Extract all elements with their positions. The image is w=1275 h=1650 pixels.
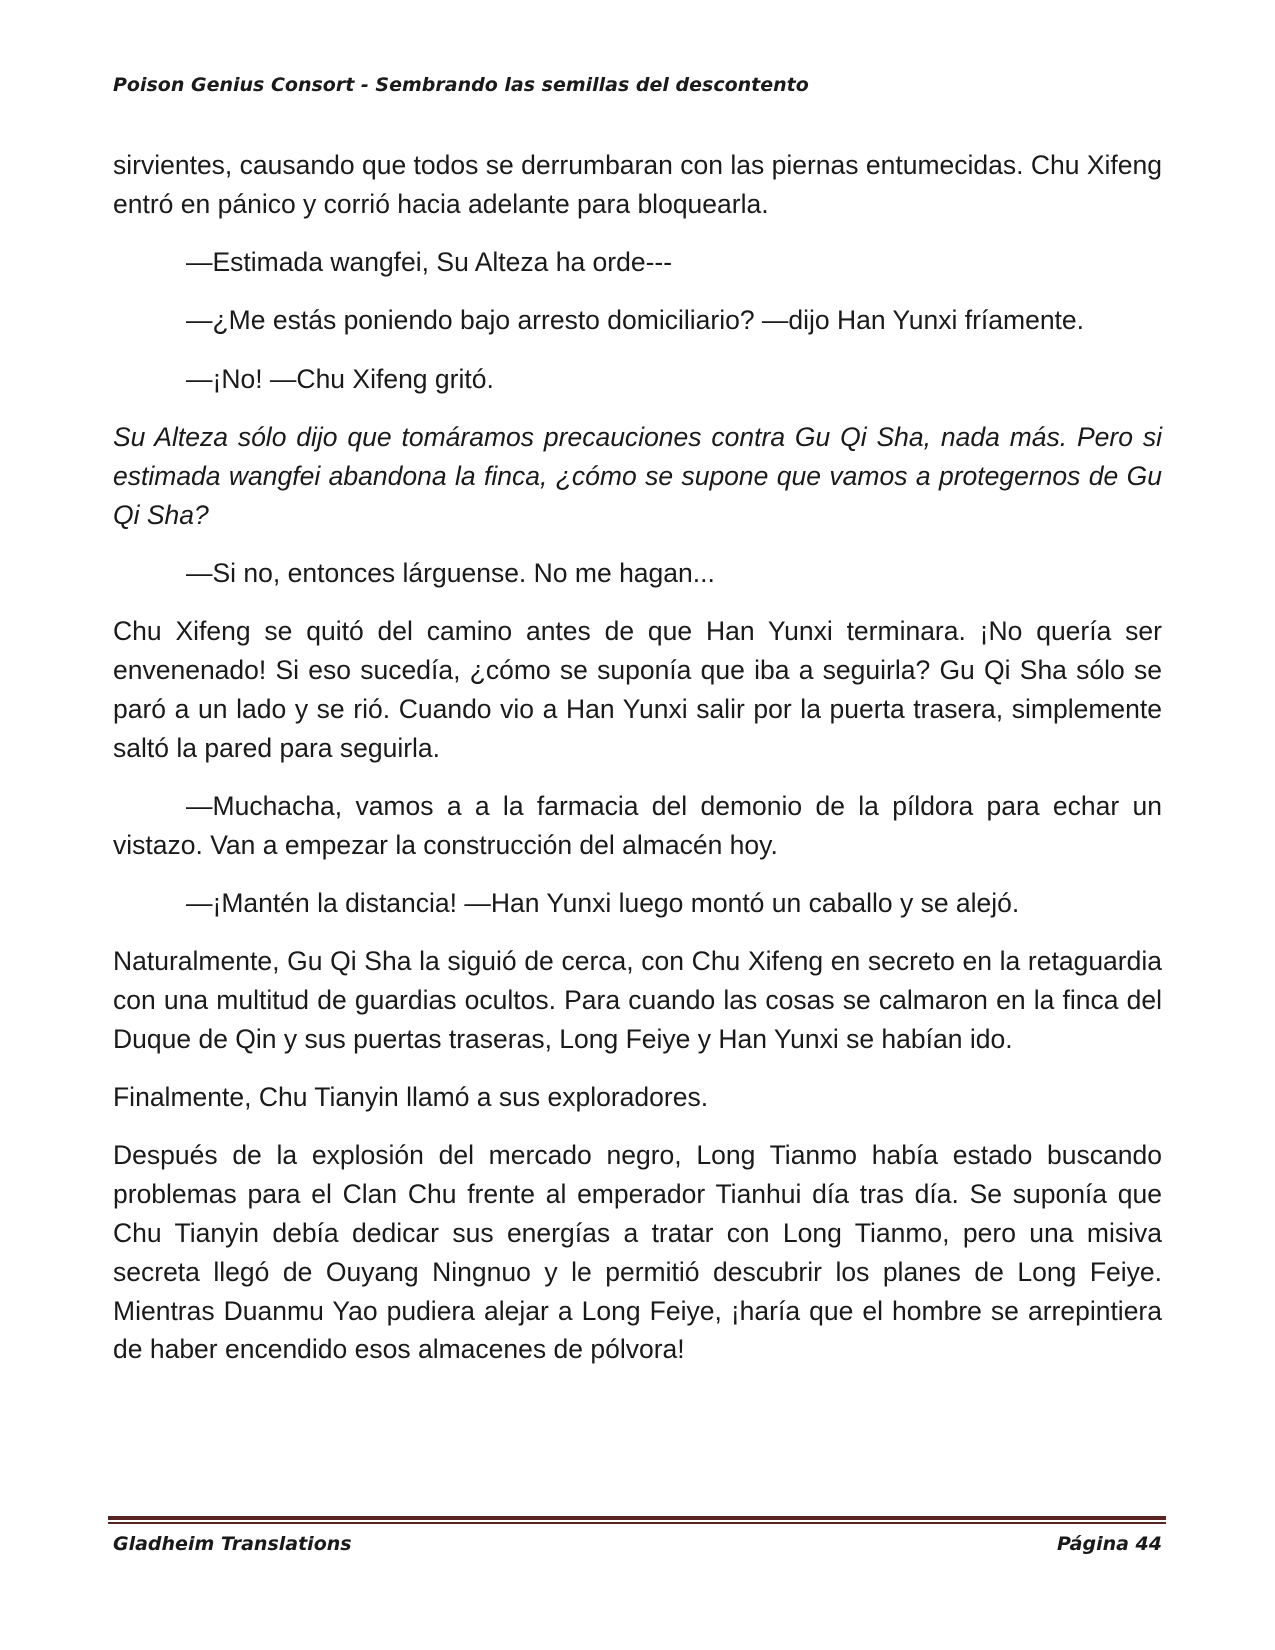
paragraph: sirvientes, causando que todos se derrumbaran con las piernas entumecidas. Chu Xifeng entró en pánico y corrió hacia adelante para bloquearla. bbox=[113, 150, 1162, 219]
body-text bbox=[113, 146, 1162, 1389]
paragraph: —Muchacha, vamos a a la farmacia del demonio de la píldora para echar un vistazo. Van a empezar la construcción del almacén hoy. bbox=[113, 790, 1162, 860]
footer-page-number: Página 44 bbox=[1056, 1533, 1162, 1555]
paragraph: Naturalmente, Gu Qi Sha la siguió de cerca, con Chu Xifeng en secreto en la retaguardia con una multitud de guardias ocultos. Para cuando las cosas se calmaron en la finca del Duque de Qin y sus puertas traseras, Long Feiye y Han Yunxi se habían ido. bbox=[113, 946, 1162, 1054]
paragraph: Chu Xifeng se quitó del camino antes de que Han Yunxi terminara. ¡No quería ser envenenado! Si eso sucedía, ¿cómo se suponía que iba a seguirla? Gu Qi Sha sólo se paró a un lado y se rió. Cuando vio a Han Yunxi salir por la puerta trasera, simplemente saltó la pared para seguirla. bbox=[113, 616, 1162, 763]
paragraph: —¡No! —Chu Xifeng gritó. bbox=[186, 363, 494, 394]
paragraph: —Si no, entonces lárguense. No me hagan... bbox=[186, 557, 715, 588]
paragraph: Finalmente, Chu Tianyin llamó a sus exploradores. bbox=[113, 1082, 709, 1113]
footer-rule bbox=[108, 1516, 1166, 1524]
paragraph: Su Alteza sólo dijo que tomáramos precauciones contra Gu Qi Sha, nada más. Pero si estimada wangfei abandona la finca, ¿cómo se supone que vamos a protegernos de Gu Qi Sha? bbox=[113, 421, 1162, 530]
paragraph: Después de la explosión del mercado negro, Long Tianmo había estado buscando problemas para el Clan Chu frente al emperador Tianhui día tras día. Se suponía que Chu Tianyin debía dedicar sus energías a tratar con Long Tianmo, pero una misiva secreta llegó de Ouyang Ningnuo y le permitió descubrir los planes de Long Feiye. Mientras Duanmu Yao pudiera alejar a Long Feiye, ¡haría que el hombre se arrepintiera de haber encendido esos almacenes de pólvora! bbox=[113, 1140, 1162, 1365]
paragraph: —¿Me estás poniendo bajo arresto domiciliario? —dijo Han Yunxi fríamente. bbox=[186, 305, 1085, 336]
page-header-title: Poison Genius Consort - Sembrando las semillas del descontento bbox=[113, 74, 809, 96]
paragraph: —Estimada wangfei, Su Alteza ha orde--- bbox=[186, 247, 673, 278]
footer-rule-thin bbox=[108, 1522, 1166, 1524]
footer-publisher: Gladheim Translations bbox=[113, 1533, 352, 1555]
paragraph: —¡Mantén la distancia! —Han Yunxi luego montó un caballo y se alejó. bbox=[186, 887, 1020, 918]
